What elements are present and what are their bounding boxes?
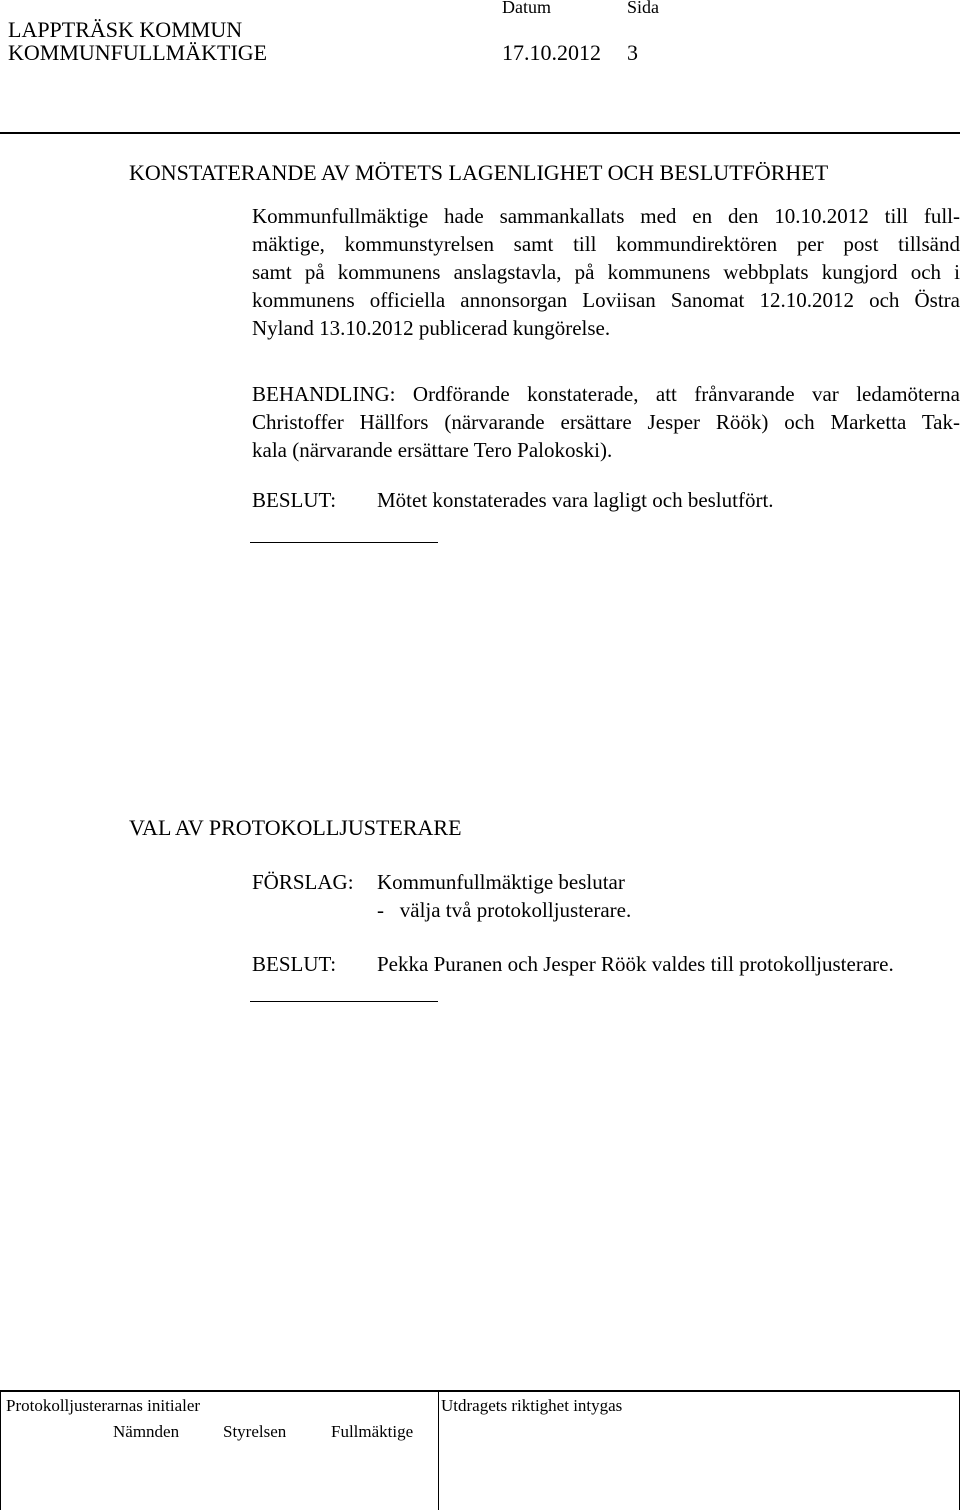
section-separator xyxy=(250,542,438,543)
kallelse-paragraph xyxy=(252,202,960,342)
paragraph-line: kala (närvarande ersättare Tero Palokoski). xyxy=(252,438,613,462)
initials-column-namnden: Nämnden xyxy=(113,1422,180,1441)
paragraph-line: Christoffer Hällfors (närvarande ersättare Jesper Röök) och Marketta Tak- xyxy=(252,410,960,434)
forslag-text: Kommunfullmäktige beslutar xyxy=(377,870,625,894)
paragraph-line: Kommunfullmäktige hade sammankallats med en den 10.10.2012 till full- xyxy=(252,204,960,228)
department-name: KOMMUNFULLMÄKTIGE xyxy=(8,40,268,65)
forslag-label: FÖRSLAG: xyxy=(252,870,354,894)
date-value: 17.10.2012 xyxy=(502,40,601,65)
section-heading-protokolljusterare: VAL AV PROTOKOLLJUSTERARE xyxy=(129,815,462,840)
initials-column-fullmaktige: Fullmäktige xyxy=(331,1422,414,1441)
initials-column-styrelsen: Styrelsen xyxy=(223,1422,287,1441)
organization-name: LAPPTRÄSK KOMMUN xyxy=(8,17,243,42)
page-label: Sida xyxy=(627,0,660,17)
paragraph-line: BEHANDLING: Ordförande konstaterade, att frånvarande var ledamöterna xyxy=(252,382,960,406)
initials-label: Protokolljusterarnas initialer xyxy=(6,1396,201,1415)
forslag-list-item: - välja två protokolljusterare. xyxy=(377,898,632,922)
certify-label: Utdragets riktighet intygas xyxy=(441,1396,623,1415)
header-rule xyxy=(0,132,960,134)
beslut-label-2: BESLUT: xyxy=(252,952,337,976)
section-heading-lagenlighet: KONSTATERANDE AV MÖTETS LAGENLIGHET OCH BESLUTFÖRHET xyxy=(129,160,829,185)
beslut-text-2: Pekka Puranen och Jesper Röök valdes till protokolljusterare. xyxy=(377,952,894,976)
paragraph-line: mäktige, kommunstyrelsen samt till kommundirektören per post tillsänd xyxy=(252,232,960,256)
paragraph-line: Nyland 13.10.2012 publicerad kungörelse. xyxy=(252,316,611,340)
behandling-paragraph xyxy=(252,380,960,464)
footer-divider xyxy=(438,1392,439,1510)
paragraph-line: kommunens officiella annonsorgan Loviisan Sanomat 12.10.2012 och Östra xyxy=(252,288,960,312)
section-separator-2 xyxy=(250,1001,438,1002)
beslut-text: Mötet konstaterades vara lagligt och beslutfört. xyxy=(377,488,774,512)
page-number: 3 xyxy=(627,40,638,65)
date-label: Datum xyxy=(502,0,551,17)
beslut-label: BESLUT: xyxy=(252,488,337,512)
paragraph-line: samt på kommunens anslagstavla, på kommunens webbplats kungjord och i xyxy=(252,260,960,284)
signature-footer xyxy=(0,1390,960,1510)
